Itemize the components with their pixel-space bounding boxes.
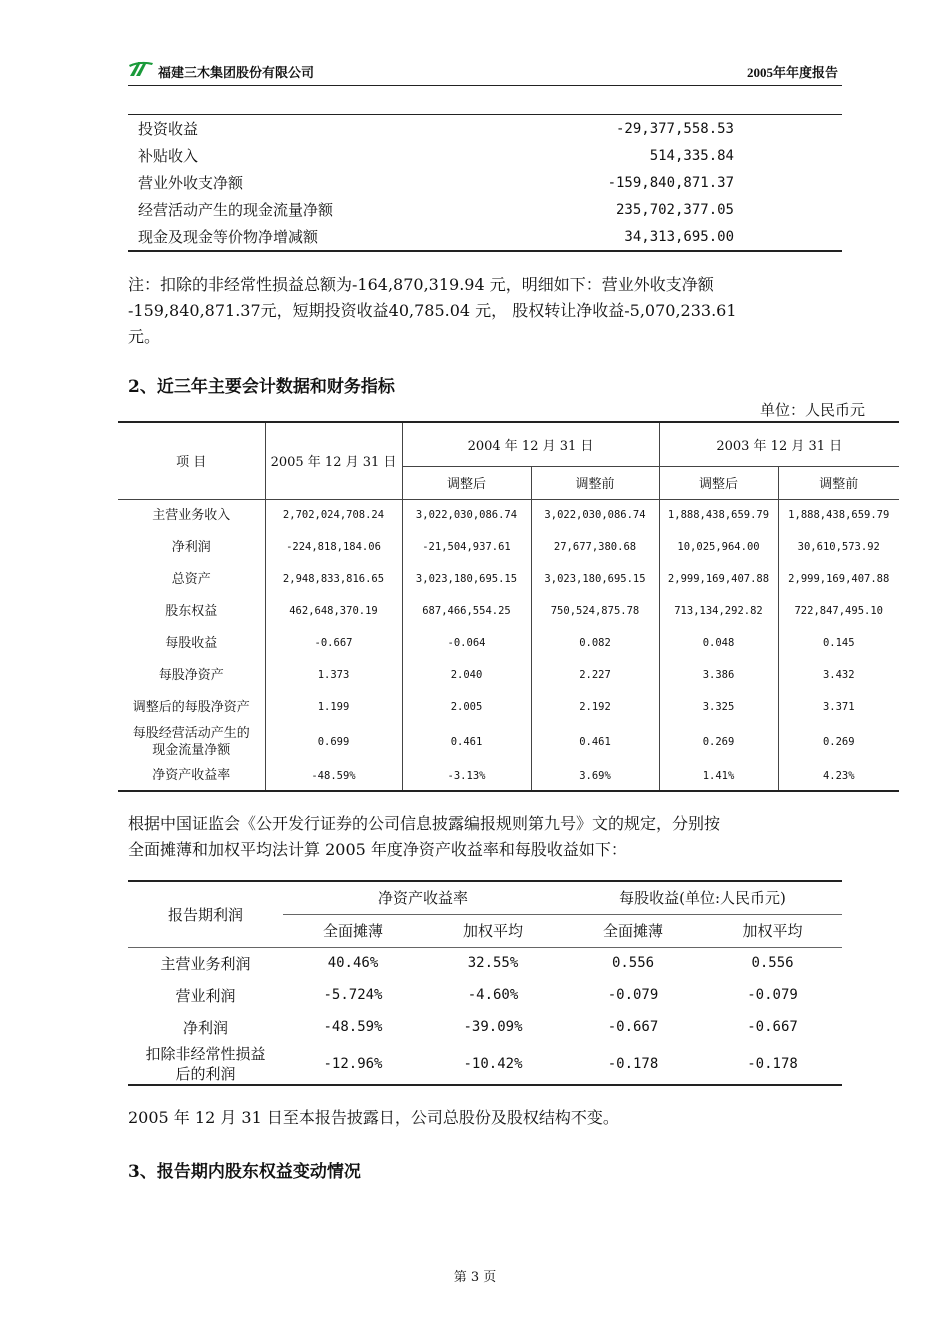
row-label-line2: 后的利润	[175, 1064, 236, 1083]
header-item: 项 目	[118, 422, 265, 499]
table-row	[128, 115, 842, 143]
header-eps-weighted: 加权平均	[703, 914, 842, 947]
cell-2005: -224,818,184.06	[265, 531, 402, 563]
cell-2004-adjusted: -3.13%	[402, 761, 531, 791]
cell-2003-adjusted: 0.269	[659, 723, 778, 761]
cell-2004-before: 0.461	[531, 723, 659, 761]
three-year-data-table	[118, 421, 899, 792]
table-row	[128, 196, 842, 223]
table-row	[128, 142, 842, 169]
cell-2003-adjusted: 3.325	[659, 691, 778, 723]
cell-2004-before: 0.082	[531, 627, 659, 659]
cell-2003-adjusted: 10,025,964.00	[659, 531, 778, 563]
cell-2004-before: 3,023,180,695.15	[531, 563, 659, 595]
currency-unit: 单位：人民币元	[760, 401, 866, 419]
cell-2004-adjusted: 3,023,180,695.15	[402, 563, 531, 595]
row-label: 股东权益	[165, 603, 218, 619]
share-structure-paragraph: 2005 年 12 月 31 日至本报告披露日，公司总股份及股权结构不变。	[128, 1108, 619, 1127]
cell-2004-before: 750,524,875.78	[531, 595, 659, 627]
cell-2004-adjusted: 0.461	[402, 723, 531, 761]
cell-2004-before: 2.192	[531, 691, 659, 723]
row-label: 主营业务收入	[152, 507, 231, 523]
cell-roe-weighted: -4.60%	[467, 987, 519, 1003]
cell-2004-before: 27,677,380.68	[531, 531, 659, 563]
section-2-title: 2、近三年主要会计数据和财务指标	[128, 377, 395, 397]
cell-2003-adjusted: 2,999,169,407.88	[659, 563, 778, 595]
table-row	[118, 499, 899, 531]
header-roe-weighted: 加权平均	[423, 914, 563, 947]
row-label-line1: 扣除非经常性损益	[145, 1044, 266, 1063]
cell-2003-before: 30,610,573.92	[778, 531, 899, 563]
header-eps-diluted: 全面摊薄	[563, 914, 703, 947]
cell-eps-diluted: -0.667	[607, 1019, 659, 1035]
cell-2003-before: 1,888,438,659.79	[778, 499, 899, 531]
cell-eps-weighted: 0.556	[751, 955, 794, 972]
header-roe-diluted: 全面摊薄	[283, 914, 423, 947]
row-value: 34,313,695.00	[624, 228, 734, 245]
cell-2003-before: 2,999,169,407.88	[778, 563, 899, 595]
header-2003: 2003 年 12 月 31 日	[659, 422, 899, 466]
cell-2004-adjusted: 687,466,554.25	[402, 595, 531, 627]
cell-2003-before: 3.432	[778, 659, 899, 691]
table-row	[118, 723, 899, 761]
table-row	[128, 1011, 842, 1043]
cell-eps-diluted: 0.556	[611, 955, 655, 972]
cell-2004-adjusted: -0.064	[402, 627, 531, 659]
roe-eps-table	[128, 880, 842, 1086]
note-line: -159,840,871.37元，短期投资收益40,785.04 元， 股权转让净收益-5,070,233.61	[128, 301, 737, 320]
company-name: 福建三木集团股份有限公司	[158, 66, 315, 81]
cell-roe-diluted: -5.724%	[323, 987, 383, 1003]
row-value: 514,335.84	[649, 147, 734, 164]
cell-2004-before: 2.227	[531, 659, 659, 691]
table-row	[118, 659, 899, 691]
report-title: 2005年年度报告	[746, 65, 838, 80]
cell-2003-adjusted: 1,888,438,659.79	[659, 499, 778, 531]
row-value: -159,840,871.37	[607, 174, 734, 191]
header-2004: 2004 年 12 月 31 日	[402, 422, 659, 466]
company-logo-icon	[128, 60, 154, 78]
row-label: 每股收益	[165, 635, 218, 651]
row-label: 营业利润	[175, 986, 236, 1005]
row-label: 每股净资产	[158, 667, 224, 683]
table-row	[118, 595, 899, 627]
cell-2003-before: 3.371	[778, 691, 899, 723]
row-label: 调整后的每股净资产	[132, 699, 250, 715]
paragraph-line: 根据中国证监会《公开发行证券的公司信息披露编报规则第九号》文的规定，分别按	[128, 814, 721, 833]
row-label: 主营业务利润	[160, 954, 251, 973]
row-label-line1: 每股经营活动产生的	[132, 726, 250, 741]
section-3-title: 3、报告期内股东权益变动情况	[128, 1162, 361, 1182]
header-profit: 报告期利润	[128, 881, 283, 947]
cell-2005: 1.199	[265, 691, 402, 723]
cell-2005: -48.59%	[265, 761, 402, 791]
table-row	[118, 627, 899, 659]
cell-eps-weighted: -0.178	[747, 1055, 798, 1072]
cell-2003-before: 0.269	[778, 723, 899, 761]
summary-table	[128, 114, 842, 252]
cell-2004-adjusted: 3,022,030,086.74	[402, 499, 531, 531]
cell-roe-diluted: -48.59%	[323, 1019, 383, 1035]
row-label: 总资产	[171, 571, 211, 587]
table-row	[118, 531, 899, 563]
note-line: 元。	[128, 327, 161, 346]
table-row	[128, 947, 842, 979]
row-label: 净利润	[182, 1018, 228, 1037]
cell-2005: 2,702,024,708.24	[265, 499, 402, 531]
cell-2005: 2,948,833,816.65	[265, 563, 402, 595]
header-2003-before: 调整前	[778, 466, 899, 499]
cell-eps-weighted: -0.079	[747, 987, 798, 1003]
cell-eps-weighted: -0.667	[747, 1019, 798, 1035]
cell-roe-weighted: -39.09%	[463, 1019, 523, 1035]
cell-roe-weighted: 32.55%	[467, 955, 519, 972]
cell-2004-adjusted: -21,504,937.61	[402, 531, 531, 563]
cell-2004-adjusted: 2.005	[402, 691, 531, 723]
cell-2004-adjusted: 2.040	[402, 659, 531, 691]
cell-2003-adjusted: 0.048	[659, 627, 778, 659]
table-row	[128, 979, 842, 1011]
cell-2003-adjusted: 1.41%	[659, 761, 778, 791]
cell-2003-before: 722,847,495.10	[778, 595, 899, 627]
header-2003-adjusted: 调整后	[659, 466, 778, 499]
cell-2004-before: 3,022,030,086.74	[531, 499, 659, 531]
table-row	[128, 169, 842, 196]
cell-roe-diluted: 40.46%	[327, 955, 379, 972]
row-label: 现金及现金等价物净增减额	[138, 228, 319, 246]
row-label: 投资收益	[138, 120, 199, 138]
page-header	[128, 58, 842, 86]
header-2004-adjusted: 调整后	[402, 466, 531, 499]
row-label: 净利润	[171, 539, 211, 555]
table-row	[118, 563, 899, 595]
table-row	[128, 1043, 842, 1085]
cell-roe-weighted: -10.42%	[463, 1055, 523, 1072]
cell-eps-diluted: -0.178	[607, 1055, 659, 1072]
cell-2005: -0.667	[265, 627, 402, 659]
cell-2003-before: 4.23%	[778, 761, 899, 791]
table-row	[118, 691, 899, 723]
cell-2003-before: 0.145	[778, 627, 899, 659]
nonrecurring-note	[128, 272, 842, 350]
row-label: 净资产收益率	[152, 768, 231, 783]
cell-2003-adjusted: 713,134,292.82	[659, 595, 778, 627]
note-line: 注：扣除的非经常性损益总额为-164,870,319.94 元，明细如下：营业外收支净额	[128, 275, 714, 294]
roe-method-paragraph	[128, 811, 842, 863]
cell-eps-diluted: -0.079	[607, 987, 659, 1003]
row-label-line2: 现金流量净额	[152, 743, 231, 758]
header-eps: 每股收益(单位:人民币元)	[563, 881, 842, 914]
row-label: 补贴收入	[138, 147, 199, 165]
cell-2005: 462,648,370.19	[265, 595, 402, 627]
page-number: 第 3 页	[453, 1270, 497, 1285]
row-label: 营业外收支净额	[138, 174, 244, 192]
header-2005: 2005 年 12 月 31 日	[265, 422, 402, 499]
row-label	[128, 1043, 283, 1085]
cell-2005: 1.373	[265, 659, 402, 691]
paragraph-line: 全面摊薄和加权平均法计算 2005 年度净资产收益率和每股收益如下：	[128, 840, 627, 859]
row-label	[118, 723, 265, 761]
row-label: 经营活动产生的现金流量净额	[138, 201, 334, 219]
header-roe: 净资产收益率	[283, 881, 563, 914]
table-row	[128, 223, 842, 251]
row-value: 235,702,377.05	[615, 201, 734, 218]
table-row	[118, 761, 899, 791]
cell-roe-diluted: -12.96%	[323, 1055, 383, 1072]
cell-2005: 0.699	[265, 723, 402, 761]
row-value: -29,377,558.53	[615, 120, 734, 137]
cell-2004-before: 3.69%	[531, 761, 659, 791]
header-2004-before: 调整前	[531, 466, 659, 499]
cell-2003-adjusted: 3.386	[659, 659, 778, 691]
